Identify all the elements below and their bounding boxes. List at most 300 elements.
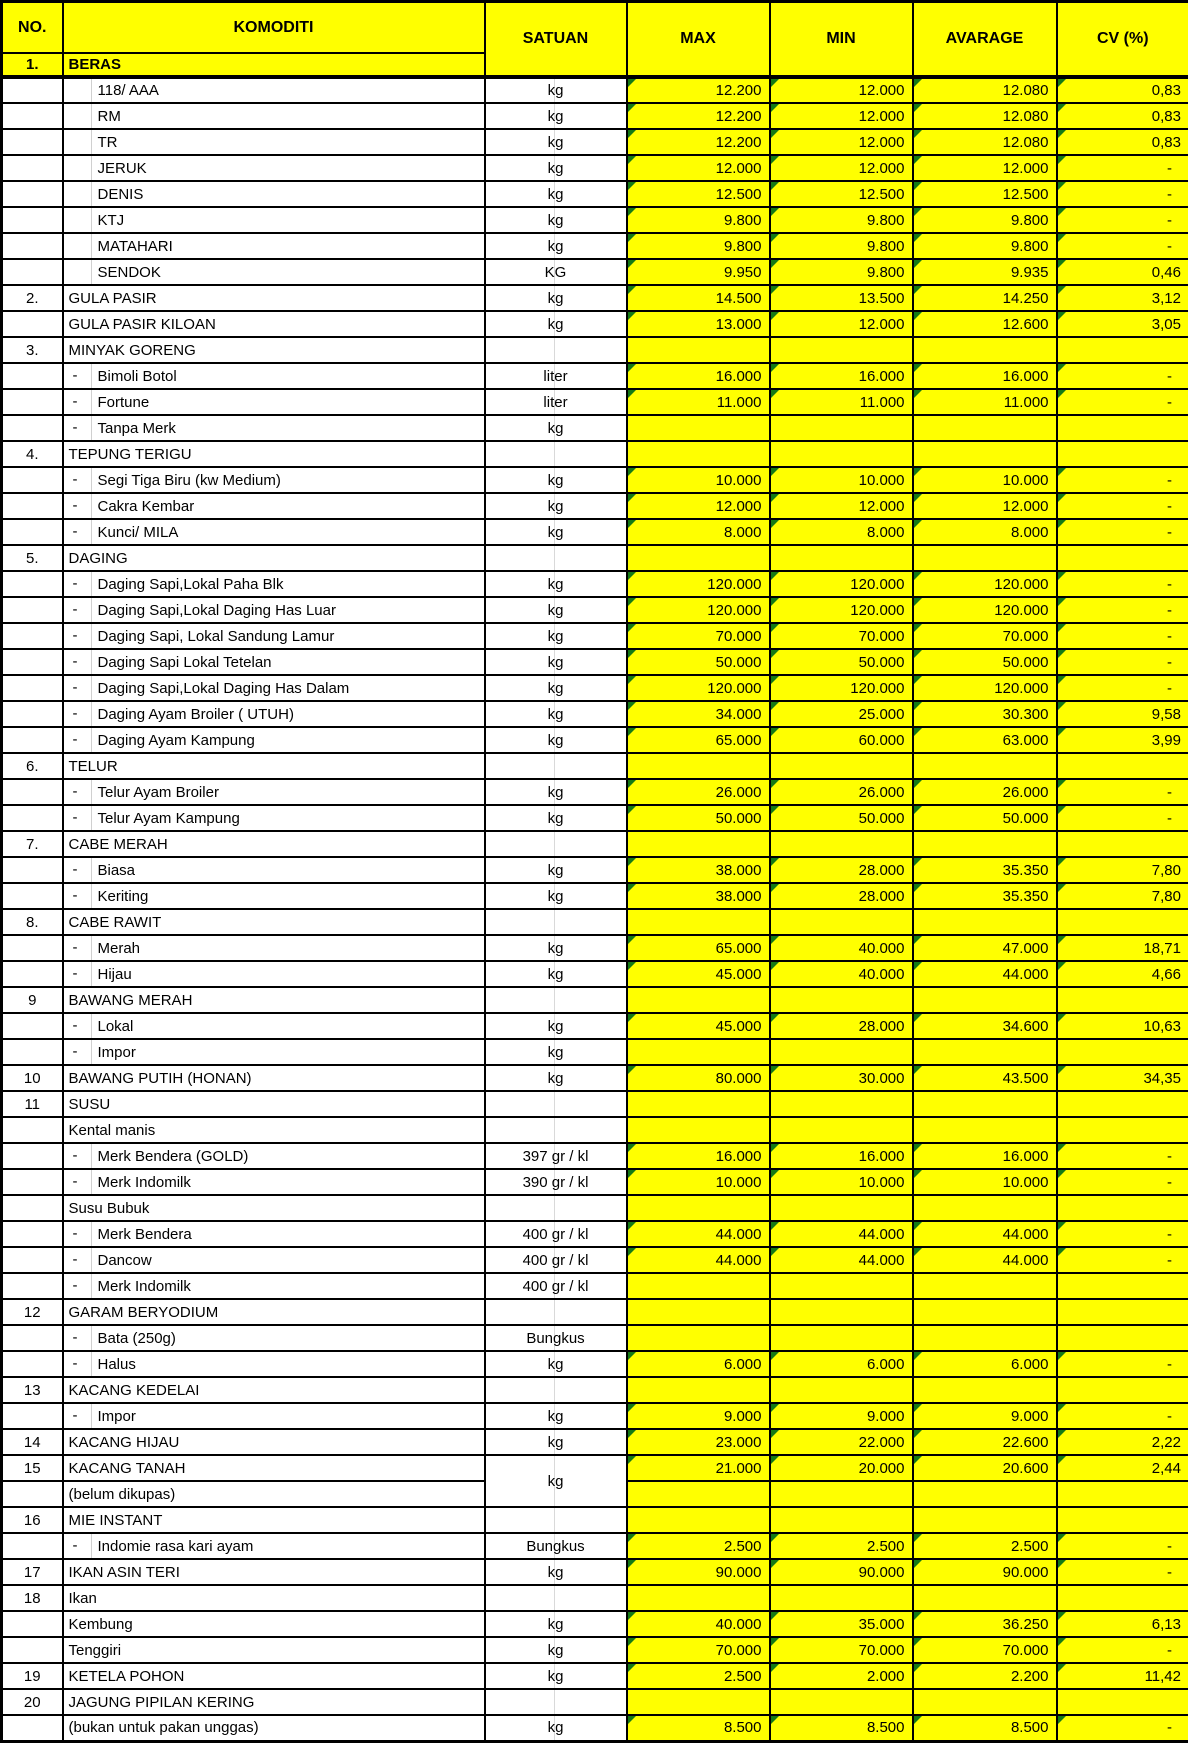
cell-avarage[interactable] [913, 1299, 1057, 1325]
cell-avarage[interactable] [913, 1247, 1057, 1273]
cell-cv[interactable] [1057, 779, 1188, 805]
cell-komoditi[interactable] [63, 53, 485, 77]
cell-cv[interactable] [1057, 1533, 1188, 1559]
cell-min[interactable] [770, 1247, 913, 1273]
cell-min[interactable] [770, 1039, 913, 1065]
cell-avarage[interactable] [913, 545, 1057, 571]
cell-no[interactable] [2, 805, 63, 831]
cell-no[interactable] [2, 1039, 63, 1065]
cell-no[interactable]: 19 [2, 1663, 63, 1689]
cell-satuan[interactable]: kg [485, 1065, 627, 1091]
cell-max[interactable] [627, 571, 770, 597]
cell-avarage[interactable] [913, 1455, 1057, 1481]
cell-avarage[interactable] [913, 571, 1057, 597]
cell-max[interactable] [627, 1637, 770, 1663]
cell-avarage[interactable] [913, 1507, 1057, 1533]
cell-avarage[interactable] [913, 1221, 1057, 1247]
cell-no[interactable]: 6. [2, 753, 63, 779]
cell-avarage[interactable] [913, 467, 1057, 493]
cell-min[interactable] [770, 779, 913, 805]
cell-komoditi[interactable] [63, 77, 485, 103]
cell-komoditi[interactable] [63, 1715, 485, 1741]
cell-komoditi[interactable] [63, 1377, 485, 1403]
cell-no[interactable]: 14 [2, 1429, 63, 1455]
cell-avarage[interactable] [913, 753, 1057, 779]
cell-avarage[interactable] [913, 1481, 1057, 1507]
cell-no[interactable]: 17 [2, 1559, 63, 1585]
cell-cv[interactable] [1057, 129, 1188, 155]
cell-satuan[interactable] [485, 831, 627, 857]
cell-max[interactable] [627, 649, 770, 675]
cell-no[interactable]: 9 [2, 987, 63, 1013]
cell-no[interactable] [2, 1117, 63, 1143]
cell-satuan[interactable]: kg [485, 571, 627, 597]
cell-komoditi[interactable] [63, 103, 485, 129]
cell-satuan[interactable]: kg [485, 883, 627, 909]
cell-no[interactable] [2, 467, 63, 493]
cell-max[interactable] [627, 285, 770, 311]
cell-max[interactable] [627, 1065, 770, 1091]
cell-min[interactable] [770, 1533, 913, 1559]
cell-komoditi[interactable] [63, 623, 485, 649]
cell-max[interactable] [627, 1325, 770, 1351]
cell-satuan[interactable]: kg [485, 857, 627, 883]
cell-komoditi[interactable] [63, 1507, 485, 1533]
cell-avarage[interactable] [913, 1429, 1057, 1455]
cell-avarage[interactable] [913, 701, 1057, 727]
cell-max[interactable] [627, 1143, 770, 1169]
cell-cv[interactable] [1057, 1351, 1188, 1377]
cell-avarage[interactable] [913, 1325, 1057, 1351]
cell-satuan[interactable]: kg [485, 1559, 627, 1585]
cell-satuan[interactable]: kg [485, 1403, 627, 1429]
cell-avarage[interactable] [913, 389, 1057, 415]
cell-min[interactable] [770, 1013, 913, 1039]
cell-cv[interactable] [1057, 363, 1188, 389]
cell-max[interactable] [627, 1455, 770, 1481]
cell-komoditi[interactable] [63, 233, 485, 259]
cell-komoditi[interactable] [63, 597, 485, 623]
cell-cv[interactable] [1057, 1325, 1188, 1351]
cell-cv[interactable] [1057, 1013, 1188, 1039]
cell-max[interactable] [627, 1039, 770, 1065]
cell-avarage[interactable] [913, 831, 1057, 857]
cell-komoditi[interactable] [63, 1455, 485, 1481]
cell-avarage[interactable] [913, 805, 1057, 831]
cell-satuan[interactable] [485, 909, 627, 935]
cell-cv[interactable] [1057, 1169, 1188, 1195]
cell-max[interactable] [627, 441, 770, 467]
cell-avarage[interactable] [913, 961, 1057, 987]
cell-min[interactable] [770, 857, 913, 883]
cell-cv[interactable] [1057, 831, 1188, 857]
cell-satuan[interactable]: kg [485, 935, 627, 961]
cell-no[interactable] [2, 1403, 63, 1429]
cell-no[interactable] [2, 493, 63, 519]
cell-max[interactable] [627, 129, 770, 155]
cell-avarage[interactable] [913, 909, 1057, 935]
cell-min[interactable] [770, 623, 913, 649]
cell-avarage[interactable] [913, 1715, 1057, 1741]
cell-max[interactable] [627, 259, 770, 285]
cell-max[interactable] [627, 623, 770, 649]
cell-no[interactable]: 15 [2, 1455, 63, 1481]
cell-cv[interactable] [1057, 1143, 1188, 1169]
cell-min[interactable] [770, 1559, 913, 1585]
cell-komoditi[interactable] [63, 1585, 485, 1611]
cell-max[interactable] [627, 1351, 770, 1377]
cell-max[interactable] [627, 935, 770, 961]
cell-komoditi[interactable] [63, 1611, 485, 1637]
cell-satuan[interactable] [485, 1195, 627, 1221]
cell-avarage[interactable] [913, 1559, 1057, 1585]
cell-cv[interactable] [1057, 77, 1188, 103]
cell-satuan[interactable]: kg [485, 77, 627, 103]
cell-satuan[interactable]: kg [485, 1455, 627, 1507]
cell-no[interactable] [2, 77, 63, 103]
cell-max[interactable] [627, 233, 770, 259]
cell-satuan[interactable]: liter [485, 363, 627, 389]
cell-max[interactable] [627, 1299, 770, 1325]
cell-no[interactable] [2, 727, 63, 753]
cell-satuan[interactable]: kg [485, 597, 627, 623]
cell-satuan[interactable]: kg [485, 415, 627, 441]
cell-satuan[interactable]: kg [485, 285, 627, 311]
cell-min[interactable] [770, 883, 913, 909]
cell-min[interactable] [770, 259, 913, 285]
cell-no[interactable] [2, 1013, 63, 1039]
cell-avarage[interactable] [913, 311, 1057, 337]
cell-min[interactable] [770, 233, 913, 259]
cell-cv[interactable] [1057, 727, 1188, 753]
cell-komoditi[interactable] [63, 1481, 485, 1507]
cell-avarage[interactable] [913, 1169, 1057, 1195]
cell-avarage[interactable] [913, 1195, 1057, 1221]
cell-no[interactable] [2, 675, 63, 701]
cell-min[interactable] [770, 103, 913, 129]
cell-min[interactable] [770, 1351, 913, 1377]
cell-no[interactable]: 13 [2, 1377, 63, 1403]
cell-max[interactable] [627, 1429, 770, 1455]
cell-satuan[interactable] [485, 1585, 627, 1611]
cell-min[interactable] [770, 1481, 913, 1507]
cell-satuan[interactable]: 390 gr / kl [485, 1169, 627, 1195]
cell-cv[interactable] [1057, 519, 1188, 545]
cell-satuan[interactable]: kg [485, 805, 627, 831]
cell-satuan[interactable]: kg [485, 727, 627, 753]
cell-satuan[interactable]: kg [485, 1351, 627, 1377]
cell-komoditi[interactable] [63, 207, 485, 233]
cell-avarage[interactable] [913, 987, 1057, 1013]
cell-min[interactable] [770, 961, 913, 987]
cell-avarage[interactable] [913, 337, 1057, 363]
cell-satuan[interactable]: kg [485, 207, 627, 233]
cell-komoditi[interactable] [63, 1247, 485, 1273]
cell-komoditi[interactable] [63, 805, 485, 831]
cell-satuan[interactable]: kg [485, 233, 627, 259]
cell-cv[interactable] [1057, 1689, 1188, 1715]
cell-no[interactable]: 3. [2, 337, 63, 363]
cell-min[interactable] [770, 1455, 913, 1481]
cell-satuan[interactable] [485, 545, 627, 571]
cell-no[interactable]: 4. [2, 441, 63, 467]
cell-max[interactable] [627, 909, 770, 935]
cell-avarage[interactable] [913, 181, 1057, 207]
cell-no[interactable] [2, 207, 63, 233]
cell-max[interactable] [627, 1221, 770, 1247]
cell-cv[interactable] [1057, 857, 1188, 883]
cell-max[interactable] [627, 987, 770, 1013]
cell-satuan[interactable] [485, 1507, 627, 1533]
cell-satuan[interactable]: kg [485, 675, 627, 701]
cell-min[interactable] [770, 1689, 913, 1715]
cell-komoditi[interactable] [63, 129, 485, 155]
cell-max[interactable] [627, 1481, 770, 1507]
cell-komoditi[interactable] [63, 961, 485, 987]
cell-komoditi[interactable] [63, 857, 485, 883]
cell-cv[interactable] [1057, 935, 1188, 961]
cell-avarage[interactable] [913, 623, 1057, 649]
cell-komoditi[interactable] [63, 1013, 485, 1039]
cell-cv[interactable] [1057, 675, 1188, 701]
cell-komoditi[interactable] [63, 1663, 485, 1689]
cell-min[interactable] [770, 1429, 913, 1455]
cell-avarage[interactable] [913, 285, 1057, 311]
cell-satuan[interactable]: kg [485, 1637, 627, 1663]
cell-satuan[interactable]: kg [485, 1013, 627, 1039]
cell-avarage[interactable] [913, 415, 1057, 441]
cell-satuan[interactable]: kg [485, 493, 627, 519]
cell-komoditi[interactable] [63, 1559, 485, 1585]
cell-min[interactable] [770, 1715, 913, 1741]
cell-komoditi[interactable] [63, 1351, 485, 1377]
cell-no[interactable] [2, 1351, 63, 1377]
cell-min[interactable] [770, 1507, 913, 1533]
cell-min[interactable] [770, 155, 913, 181]
cell-min[interactable] [770, 649, 913, 675]
cell-satuan[interactable] [485, 1299, 627, 1325]
cell-avarage[interactable] [913, 1117, 1057, 1143]
cell-max[interactable] [627, 805, 770, 831]
cell-min[interactable] [770, 987, 913, 1013]
cell-min[interactable] [770, 1377, 913, 1403]
cell-max[interactable] [627, 727, 770, 753]
cell-no[interactable] [2, 1221, 63, 1247]
cell-cv[interactable] [1057, 1559, 1188, 1585]
cell-satuan[interactable] [485, 441, 627, 467]
cell-avarage[interactable] [913, 1143, 1057, 1169]
cell-no[interactable]: 8. [2, 909, 63, 935]
cell-cv[interactable] [1057, 1663, 1188, 1689]
cell-avarage[interactable] [913, 935, 1057, 961]
cell-satuan[interactable]: kg [485, 129, 627, 155]
cell-max[interactable] [627, 779, 770, 805]
cell-no[interactable] [2, 181, 63, 207]
cell-min[interactable] [770, 311, 913, 337]
cell-no[interactable]: 2. [2, 285, 63, 311]
cell-max[interactable] [627, 1403, 770, 1429]
cell-max[interactable] [627, 467, 770, 493]
header-satuan[interactable]: SATUAN [485, 2, 627, 78]
cell-satuan[interactable] [485, 753, 627, 779]
cell-komoditi[interactable] [63, 1299, 485, 1325]
cell-no[interactable] [2, 311, 63, 337]
cell-no[interactable] [2, 1611, 63, 1637]
cell-max[interactable] [627, 1091, 770, 1117]
cell-max[interactable] [627, 831, 770, 857]
cell-avarage[interactable] [913, 519, 1057, 545]
cell-max[interactable] [627, 1195, 770, 1221]
cell-avarage[interactable] [913, 1039, 1057, 1065]
cell-min[interactable] [770, 1299, 913, 1325]
cell-komoditi[interactable] [63, 1169, 485, 1195]
cell-komoditi[interactable] [63, 1117, 485, 1143]
cell-no[interactable] [2, 1325, 63, 1351]
cell-cv[interactable] [1057, 259, 1188, 285]
cell-no[interactable] [2, 1481, 63, 1507]
cell-komoditi[interactable] [63, 987, 485, 1013]
cell-avarage[interactable] [913, 1351, 1057, 1377]
cell-cv[interactable] [1057, 1065, 1188, 1091]
cell-satuan[interactable]: kg [485, 1663, 627, 1689]
cell-min[interactable] [770, 1065, 913, 1091]
cell-cv[interactable] [1057, 701, 1188, 727]
cell-cv[interactable] [1057, 103, 1188, 129]
header-avarage[interactable]: AVARAGE [913, 2, 1057, 78]
cell-avarage[interactable] [913, 233, 1057, 259]
cell-min[interactable] [770, 493, 913, 519]
cell-satuan[interactable]: kg [485, 961, 627, 987]
cell-max[interactable] [627, 1169, 770, 1195]
cell-max[interactable] [627, 857, 770, 883]
cell-komoditi[interactable] [63, 467, 485, 493]
cell-min[interactable] [770, 129, 913, 155]
cell-komoditi[interactable] [63, 441, 485, 467]
cell-avarage[interactable] [913, 103, 1057, 129]
cell-no[interactable] [2, 961, 63, 987]
cell-min[interactable] [770, 415, 913, 441]
cell-no[interactable] [2, 571, 63, 597]
cell-cv[interactable] [1057, 155, 1188, 181]
cell-cv[interactable] [1057, 545, 1188, 571]
cell-max[interactable] [627, 519, 770, 545]
cell-no[interactable] [2, 857, 63, 883]
cell-min[interactable] [770, 207, 913, 233]
cell-avarage[interactable] [913, 649, 1057, 675]
cell-satuan[interactable] [485, 1377, 627, 1403]
cell-min[interactable] [770, 389, 913, 415]
cell-min[interactable] [770, 909, 913, 935]
cell-avarage[interactable] [913, 883, 1057, 909]
cell-max[interactable] [627, 415, 770, 441]
cell-avarage[interactable] [913, 727, 1057, 753]
cell-komoditi[interactable] [63, 337, 485, 363]
cell-cv[interactable] [1057, 1481, 1188, 1507]
cell-satuan[interactable]: kg [485, 1429, 627, 1455]
cell-avarage[interactable] [913, 1533, 1057, 1559]
cell-cv[interactable] [1057, 987, 1188, 1013]
cell-cv[interactable] [1057, 649, 1188, 675]
header-cv[interactable]: CV (%) [1057, 2, 1188, 78]
cell-cv[interactable] [1057, 441, 1188, 467]
cell-satuan[interactable]: kg [485, 1039, 627, 1065]
cell-avarage[interactable] [913, 1065, 1057, 1091]
cell-min[interactable] [770, 337, 913, 363]
cell-no[interactable] [2, 155, 63, 181]
cell-no[interactable] [2, 415, 63, 441]
cell-satuan[interactable]: liter [485, 389, 627, 415]
cell-min[interactable] [770, 727, 913, 753]
cell-komoditi[interactable] [63, 285, 485, 311]
cell-satuan[interactable]: kg [485, 311, 627, 337]
cell-komoditi[interactable] [63, 389, 485, 415]
cell-avarage[interactable] [913, 675, 1057, 701]
cell-avarage[interactable] [913, 1091, 1057, 1117]
cell-no[interactable] [2, 935, 63, 961]
cell-komoditi[interactable] [63, 1533, 485, 1559]
cell-min[interactable] [770, 571, 913, 597]
cell-avarage[interactable] [913, 779, 1057, 805]
cell-cv[interactable] [1057, 285, 1188, 311]
cell-komoditi[interactable] [63, 1637, 485, 1663]
cell-satuan[interactable]: Bungkus [485, 1533, 627, 1559]
cell-cv[interactable] [1057, 571, 1188, 597]
cell-komoditi[interactable] [63, 1195, 485, 1221]
cell-cv[interactable] [1057, 1299, 1188, 1325]
cell-min[interactable] [770, 1585, 913, 1611]
cell-min[interactable] [770, 519, 913, 545]
cell-no[interactable] [2, 1247, 63, 1273]
cell-satuan[interactable]: kg [485, 467, 627, 493]
cell-no[interactable]: 10 [2, 1065, 63, 1091]
cell-komoditi[interactable] [63, 415, 485, 441]
cell-cv[interactable] [1057, 1507, 1188, 1533]
cell-max[interactable] [627, 207, 770, 233]
cell-cv[interactable] [1057, 1637, 1188, 1663]
cell-satuan[interactable] [485, 1689, 627, 1715]
cell-cv[interactable] [1057, 883, 1188, 909]
cell-min[interactable] [770, 181, 913, 207]
cell-max[interactable] [627, 311, 770, 337]
cell-komoditi[interactable] [63, 1143, 485, 1169]
cell-cv[interactable] [1057, 1091, 1188, 1117]
cell-komoditi[interactable] [63, 311, 485, 337]
cell-min[interactable] [770, 753, 913, 779]
cell-no[interactable] [2, 1169, 63, 1195]
cell-cv[interactable] [1057, 493, 1188, 519]
cell-komoditi[interactable] [63, 883, 485, 909]
cell-cv[interactable] [1057, 623, 1188, 649]
cell-cv[interactable] [1057, 1611, 1188, 1637]
cell-cv[interactable] [1057, 311, 1188, 337]
cell-cv[interactable] [1057, 1715, 1188, 1741]
cell-max[interactable] [627, 389, 770, 415]
cell-cv[interactable] [1057, 1429, 1188, 1455]
cell-cv[interactable] [1057, 597, 1188, 623]
cell-cv[interactable] [1057, 181, 1188, 207]
cell-cv[interactable] [1057, 1221, 1188, 1247]
cell-avarage[interactable] [913, 597, 1057, 623]
cell-satuan[interactable]: 400 gr / kl [485, 1273, 627, 1299]
cell-cv[interactable] [1057, 1039, 1188, 1065]
cell-cv[interactable] [1057, 961, 1188, 987]
cell-no[interactable]: 11 [2, 1091, 63, 1117]
cell-max[interactable] [627, 1715, 770, 1741]
cell-cv[interactable] [1057, 415, 1188, 441]
cell-avarage[interactable] [913, 493, 1057, 519]
cell-max[interactable] [627, 1585, 770, 1611]
cell-min[interactable] [770, 1403, 913, 1429]
